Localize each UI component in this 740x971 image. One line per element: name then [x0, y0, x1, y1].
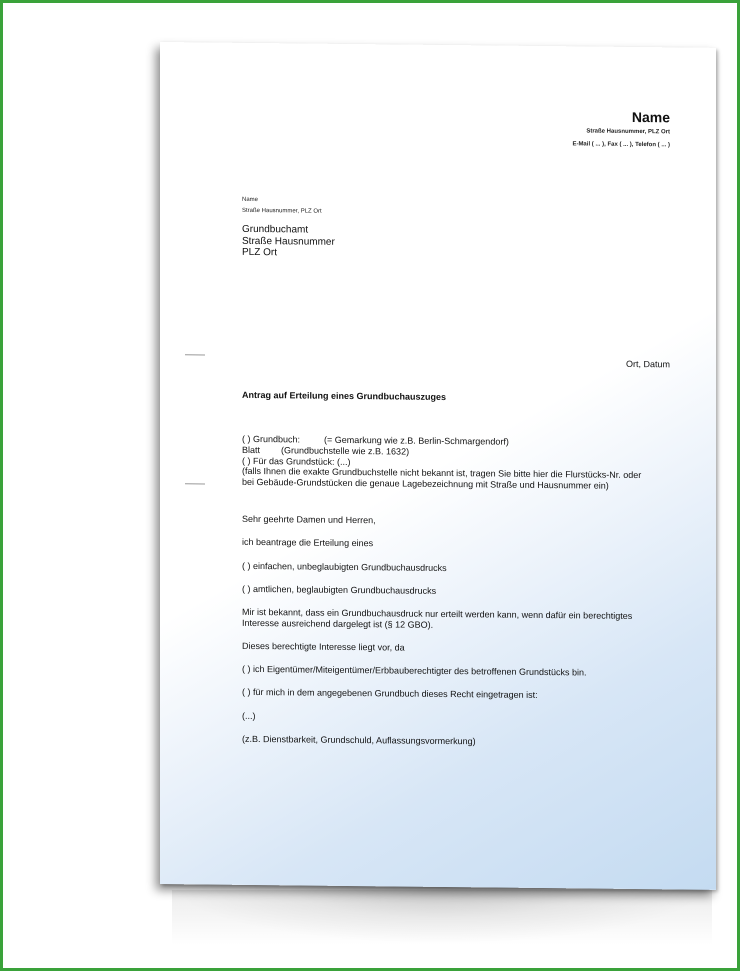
hint-line-1: (falls Ihnen die exakte Grundbuchstelle nicht bekannt ist, tragen Sie bitte hier die Flurstücks-Nr. oder — [242, 465, 642, 481]
fold-mark — [185, 483, 205, 484]
info-line-2: Interesse ausreichend dargelegt ist (§ 12 GBO). — [242, 617, 434, 630]
recipient-block — [242, 224, 335, 259]
interest-line: Dieses berechtigte Interesse liegt vor, da — [242, 640, 405, 653]
fold-mark — [185, 354, 205, 355]
recipient-line: Grundbuchamt — [242, 223, 309, 236]
place-date: Ort, Datum — [625, 358, 670, 370]
page-shadow — [168, 884, 713, 944]
reason-owner: ( ) ich Eigentümer/Miteigentümer/Erbbauberechtigter des betroffenen Grundstücks bin. — [242, 663, 587, 678]
recipient-line: PLZ Ort — [242, 246, 278, 259]
grundbuch-label: ( ) Grundbuch: — [242, 433, 301, 445]
sender-name: Name — [631, 108, 670, 126]
placeholder-line: (...) — [242, 710, 256, 722]
blatt-label: Blatt — [242, 444, 261, 456]
sender-address: Straße Hausnummer, PLZ Ort — [586, 128, 670, 136]
info-line-1: Mir ist bekannt, dass ein Grundbuchausdruck nur erteilt werden kann, wenn dafür ein berechtigtes — [242, 606, 633, 621]
grundstueck-line: ( ) Für das Grundstück: (...) — [242, 455, 351, 467]
hint-line-2: bei Gebäude-Grundstücken die genaue Lagebezeichnung mit Straße und Hausnummer ein) — [242, 476, 609, 491]
blatt-line — [242, 445, 409, 457]
option-certified: ( ) amtlichen, beglaubigten Grundbuchausdrucks — [242, 583, 437, 596]
option-simple: ( ) einfachen, unbeglaubigten Grundbuchausdrucks — [242, 560, 447, 574]
grundbuch-hint: (= Gemarkung wie z.B. Berlin-Schmargendorf) — [324, 434, 509, 447]
letter-page — [160, 42, 716, 890]
return-address: Straße Hausnummer, PLZ Ort — [242, 207, 322, 215]
return-name: Name — [242, 196, 259, 204]
sender-contact: E-Mail ( ... ), Fax ( ... ), Telefon ( ... ) — [572, 141, 670, 149]
subject-line: Antrag auf Erteilung eines Grundbuchauszuges — [242, 389, 447, 402]
example-line: (z.B. Dienstbarkeit, Grundschuld, Auflassungsvormerkung) — [242, 733, 476, 747]
reason-right: ( ) für mich in dem angegebenen Grundbuch dieses Recht eingetragen ist: — [242, 686, 538, 700]
salutation: Sehr geehrte Damen und Herren, — [242, 513, 376, 526]
request-line: ich beantrage die Erteilung eines — [242, 536, 374, 549]
recipient-line: Straße Hausnummer — [242, 235, 335, 248]
blatt-hint: (Grundbuchstelle wie z.B. 1632) — [281, 445, 410, 457]
